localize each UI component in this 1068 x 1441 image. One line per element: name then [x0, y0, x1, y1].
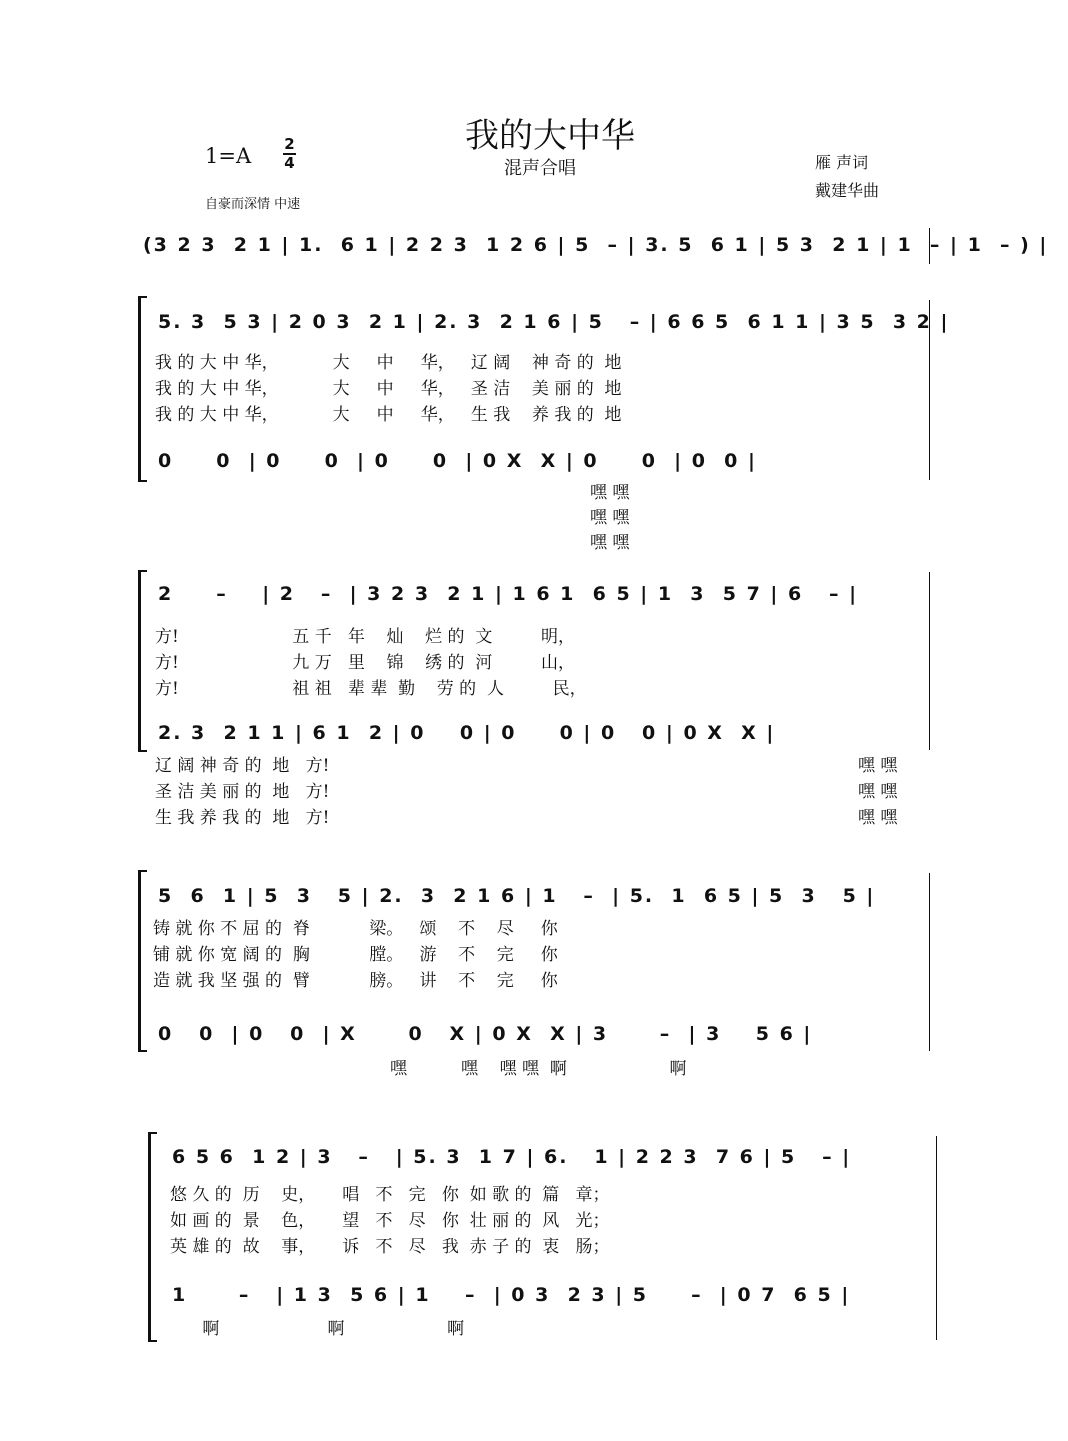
system2-lower-lyric-2: 圣 洁 美 丽 的 地 方!	[155, 782, 330, 802]
system2-lyric-3: 方! 祖 祖 辈 辈 勤 劳 的 人 民，	[155, 679, 587, 699]
system3-lyric-2: 铺 就 你 宽 阔 的 胸 膛。 游 不 完 你	[153, 945, 558, 965]
lyricist: 雁 声词	[815, 153, 869, 172]
barline	[929, 572, 930, 750]
system4-lyric-1: 悠 久 的 历 史， 唱 不 完 你 如 歌 的 篇 章；	[170, 1185, 610, 1205]
system1-lower-notes: 0 0 | 0 0 | 0 0 | 0 X X | 0 0 | 0 0 |	[158, 450, 757, 472]
system-brace	[138, 870, 149, 1052]
system2-lower-right-2: 嘿 嘿	[858, 782, 898, 802]
time-signature	[283, 137, 296, 171]
intro-notes: (3 2 3 2 1 | 1. 6 1 | 2 2 3 1 2 6 | 5 – | 3. 5 6 1 | 5 3 2 1 | 1 – | 1 – ) |	[143, 234, 1049, 256]
system1-lower-lyric-1: 嘿 嘿	[590, 483, 630, 503]
system-brace	[138, 570, 149, 752]
system1-lower-lyric-3: 嘿 嘿	[590, 533, 630, 553]
system4-lyric-3: 英 雄 的 故 事， 诉 不 尽 我 赤 子 的 衷 肠；	[170, 1237, 610, 1257]
system4-lower-notes: 1 – | 1 3 5 6 | 1 – | 0 3 2 3 | 5 – | 0 7 6 5 |	[172, 1284, 851, 1306]
system2-lower-right-1: 嘿 嘿	[858, 756, 898, 776]
barline	[929, 873, 930, 1051]
system1-lyric-3: 我 的 大 中 华， 大 中 华， 生 我 养 我 的 地	[155, 405, 622, 425]
system2-lyric-1: 方! 五 千 年 灿 烂 的 文 明，	[155, 627, 576, 647]
system2-upper-notes: 2 – | 2 – | 3 2 3 2 1 | 1 6 1 6 5 | 1 3 5 7 | 6 – |	[158, 583, 859, 605]
system3-lower-notes: 0 0 | 0 0 | X 0 X | 0 X X | 3 – | 3 5 6 |	[158, 1023, 813, 1045]
composer: 戴建华曲	[815, 181, 880, 200]
barline	[929, 300, 930, 480]
system1-lower-lyric-2: 嘿 嘿	[590, 508, 630, 528]
system4-upper-notes: 6 5 6 1 2 | 3 – | 5. 3 1 7 | 6. 1 | 2 2 3 7 6 | 5 – |	[172, 1146, 852, 1168]
system2-lower-lyric-3: 生 我 养 我 的 地 方!	[155, 808, 330, 828]
system4-lower-lyric: 啊 啊 啊	[170, 1319, 465, 1339]
system2-lower-lyric-1: 辽 阔 神 奇 的 地 方!	[155, 756, 330, 776]
key-signature: 1=A	[205, 144, 252, 168]
system3-upper-notes: 5 6 1 | 5 3 5 | 2. 3 2 1 6 | 1 – | 5. 1 6 5 | 5 3 5 |	[158, 885, 876, 907]
song-title: 我的大中华	[465, 116, 635, 156]
system1-lyric-1: 我 的 大 中 华， 大 中 华， 辽 阔 神 奇 的 地	[155, 353, 622, 373]
time-bottom: 4	[284, 154, 295, 172]
tempo-marking: 自豪而深情 中速	[205, 197, 301, 212]
system3-lyric-3: 造 就 我 坚 强 的 臂 膀。 讲 不 完 你	[153, 971, 558, 991]
system4-lyric-2: 如 画 的 景 色， 望 不 尽 你 壮 丽 的 风 光；	[170, 1211, 610, 1231]
system2-lyric-2: 方! 九 万 里 锦 绣 的 河 山，	[155, 653, 576, 673]
song-subtitle: 混声合唱	[504, 158, 576, 179]
system2-lower-right-3: 嘿 嘿	[858, 808, 898, 828]
barline	[929, 228, 930, 264]
system3-lyric-1: 铸 就 你 不 屈 的 脊 梁。 颂 不 尽 你	[153, 919, 558, 939]
system1-lyric-2: 我 的 大 中 华， 大 中 华， 圣 洁 美 丽 的 地	[155, 379, 622, 399]
system-brace	[138, 296, 149, 482]
barline	[936, 1136, 937, 1340]
system1-upper-notes: 5. 3 5 3 | 2 0 3 2 1 | 2. 3 2 1 6 | 5 – | 6 6 5 6 1 1 | 3 5 3 2 |	[158, 311, 950, 333]
system-brace	[148, 1132, 159, 1342]
time-top: 2	[284, 135, 295, 153]
system3-lower-lyric: 嘿 嘿 嘿 嘿 啊 啊	[390, 1059, 687, 1079]
system2-lower-notes: 2. 3 2 1 1 | 6 1 2 | 0 0 | 0 0 | 0 0 | 0 X X |	[158, 722, 776, 744]
